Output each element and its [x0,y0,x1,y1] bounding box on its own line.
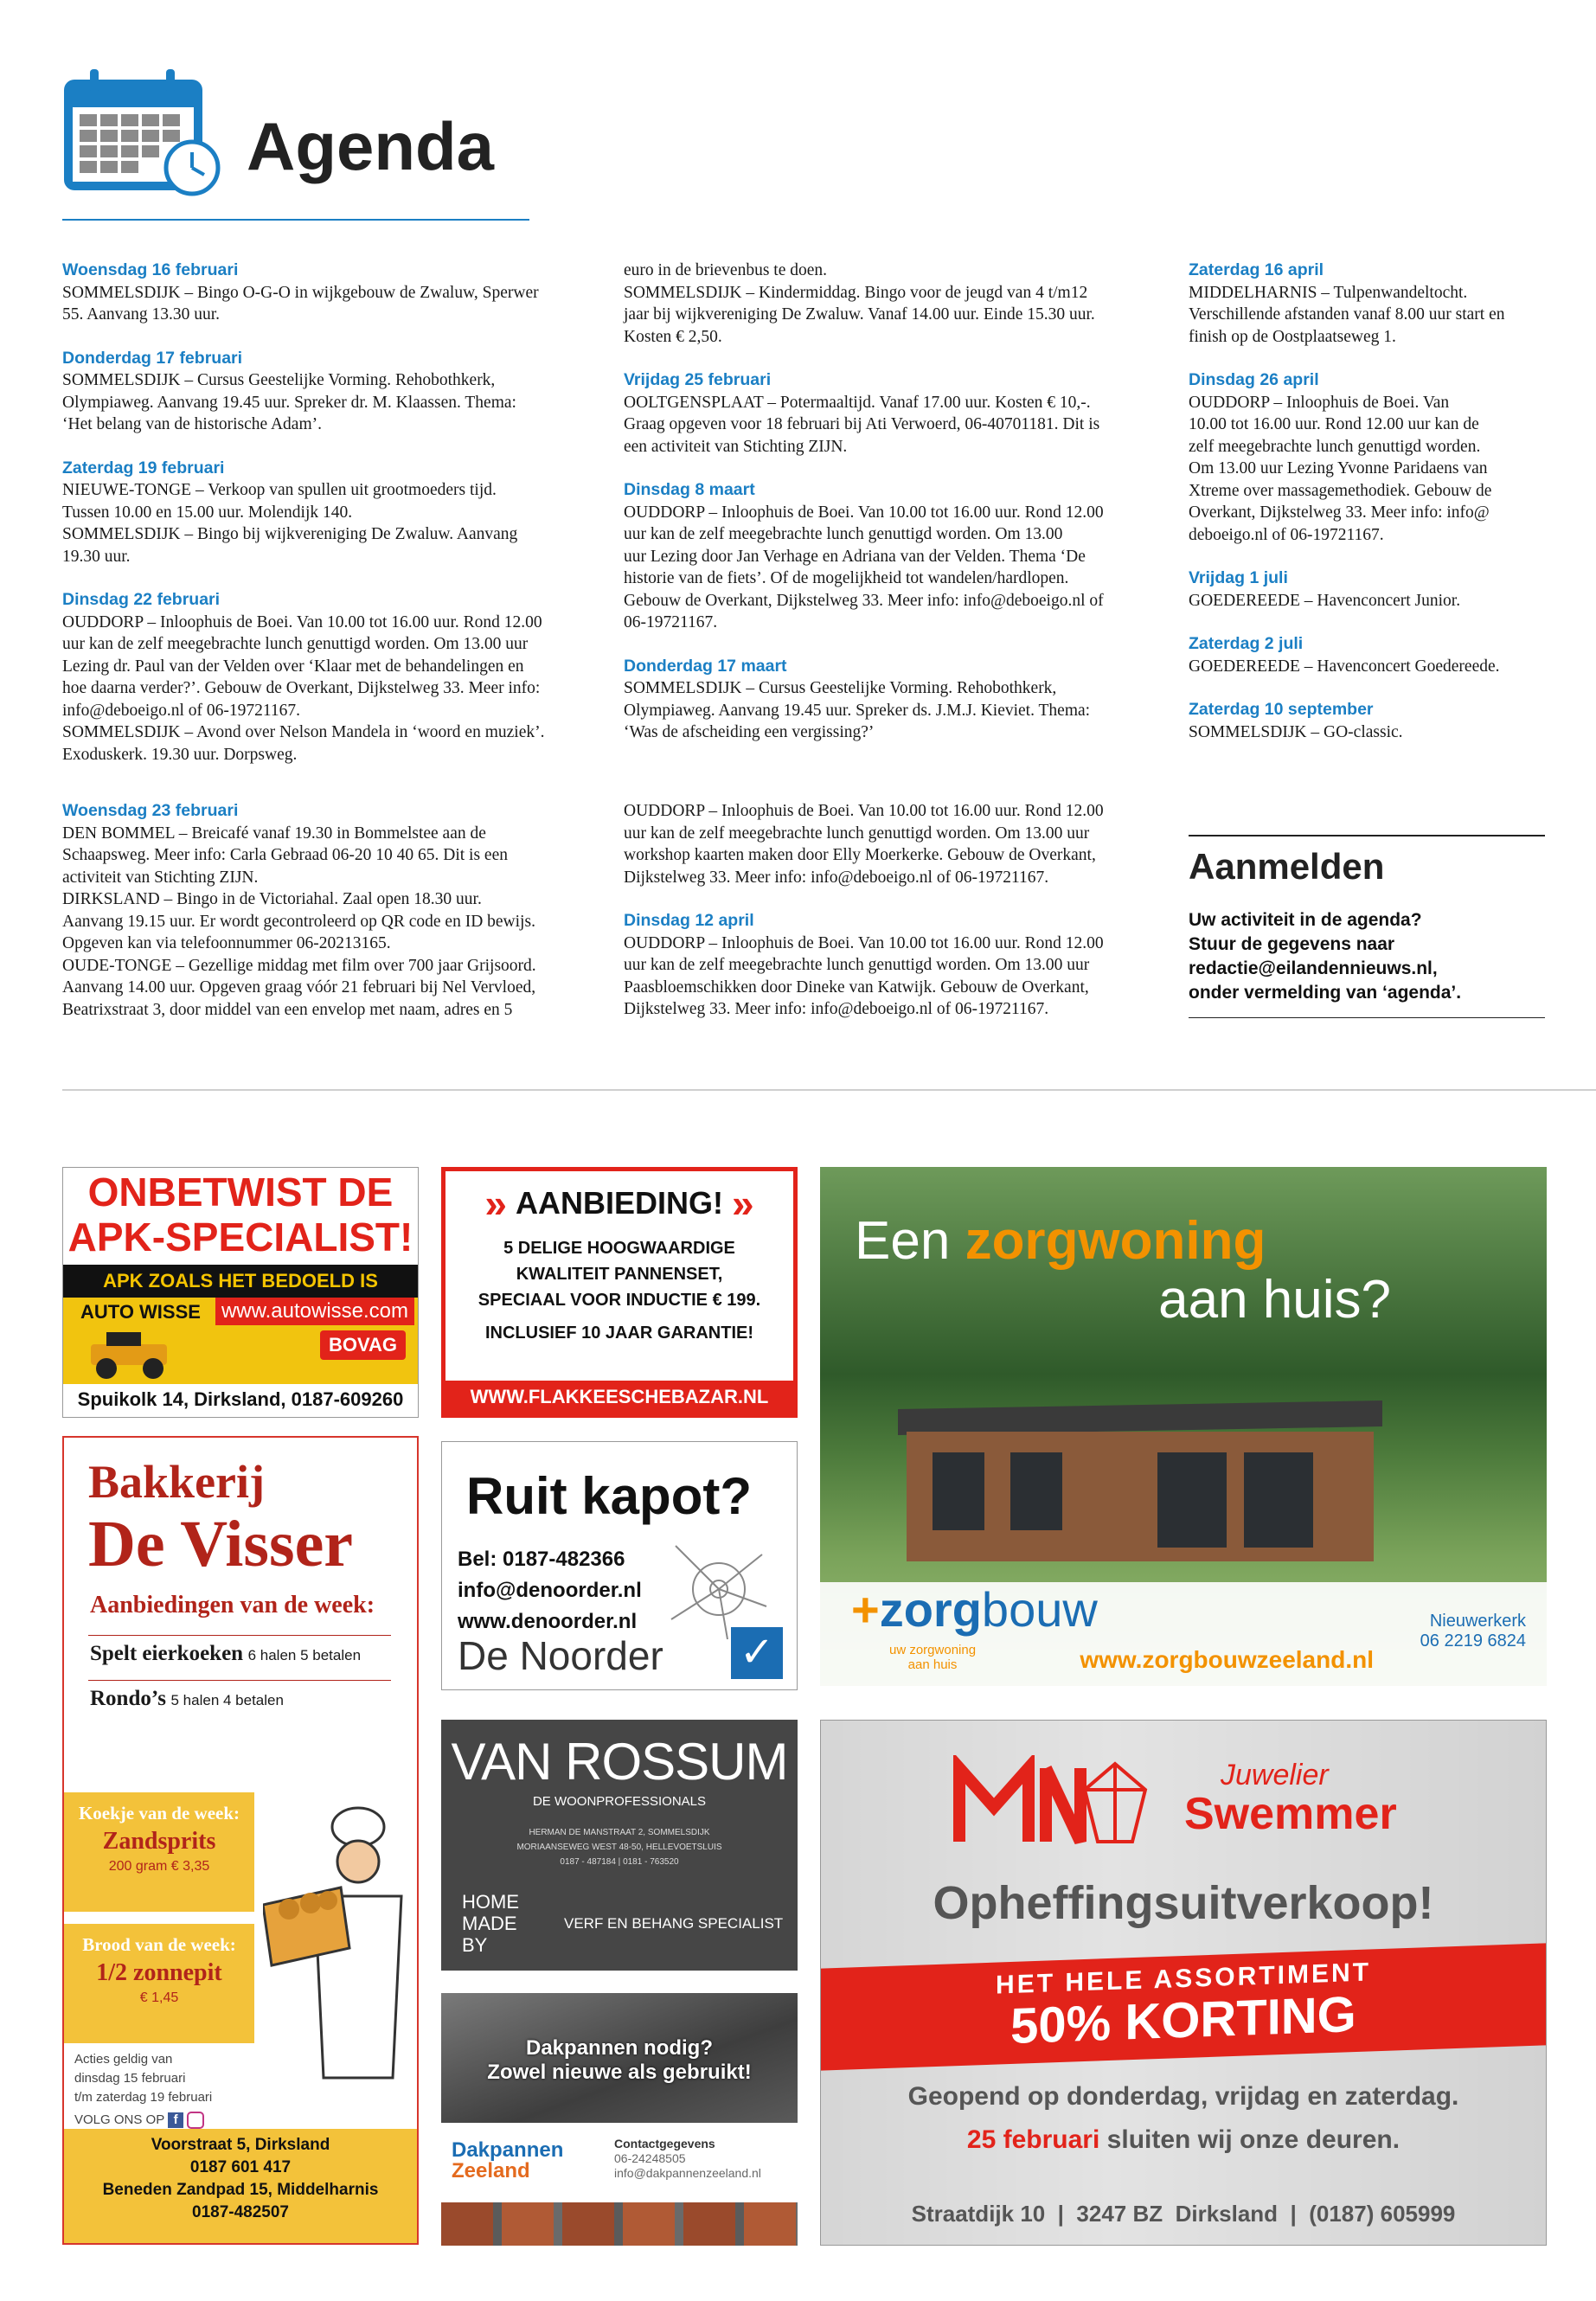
aanmelden-email[interactable]: redactie@eilandennieuws.nl, [1189,958,1438,978]
bazar-offer-line: SPECIAAL VOOR INDUCTIE € 199. [478,1291,761,1310]
agenda-line: Graag opgeven voor 18 februari bij Ati Verwoerd, 06-40701181. Dit is [624,415,1100,433]
bakkerij-name-2: De Visser [88,1508,354,1580]
agenda-entry [1189,633,1552,677]
zorg-head-accent: zorgwoning [965,1211,1266,1271]
bazar-title: AANBIEDING! [516,1185,723,1221]
agenda-line: uur kan de zelf meegebrachte lunch genuttigd worden. Om 13.00 uur [624,824,1090,843]
agenda-line: ‘Was de afscheiding een vergissing?’ [624,723,875,741]
noorder-title: Ruit kapot? [466,1467,752,1525]
follow-label: VOLG ONS OP [74,2112,164,2127]
agenda-line: OUDDORP – Inloophuis de Boei. Van 10.00 tot 16.00 uur. Rond 12.00 [624,802,1104,820]
facebook-icon[interactable]: f [168,2112,183,2128]
bakkerij-subtitle: Aanbiedingen van de week: [90,1592,375,1618]
agenda-line: Overkant, Dijkstelweg 33. Meer info: info@ [1189,503,1490,522]
bakkerij-address: Voorstraat 5, Dirksland [151,2136,330,2154]
bakkerij-phone: 0187-482507 [192,2203,289,2221]
swemmer-closing-date: 25 februari [966,2125,1100,2154]
bakkerij-valid [74,2050,212,2130]
agenda-line: activiteit van Stichting ZIJN. [62,868,259,887]
zorg-tagline [889,1643,976,1672]
brood-box [64,1924,254,2043]
apk-bar: APK ZOALS HET BEDOELD IS [63,1265,418,1298]
rossum-by: BY [462,1934,488,1956]
dakpannen-logo [452,2140,563,2182]
agenda-line: ‘Het belang van de historische Adam’. [62,415,322,433]
swemmer-opening: Geopend op donderdag, vrijdag en zaterdag. [907,2082,1459,2111]
agenda-entry [624,369,1169,458]
brood-title: Brood van de week: [82,1934,236,1955]
swemmer-closing-text: sluiten wij onze deuren. [1106,2125,1401,2154]
agenda-line: NIEUWE-TONGE – Verkoop van spullen uit grootmoeders tijd. [62,481,497,499]
agenda-line: Kosten € 2,50. [624,327,722,346]
agenda-date: Zaterdag 19 februari [62,458,225,478]
jeep-icon [82,1329,177,1385]
agenda-line: SOMMELSDIJK – Cursus Geestelijke Vorming. Rehobothkerk, [62,371,496,389]
dakpannen-contact-title: Contactgegevens [614,2137,715,2150]
swemmer-closing [821,2125,1546,2155]
apk-website[interactable]: www.autowisse.com [215,1298,414,1325]
agenda-line: OUDDORP – Inloophuis de Boei. Van 10.00 tot 16.00 uur. Rond 12.00 [624,933,1104,952]
agenda-line: MIDDELHARNIS – Tulpenwandeltocht. [1189,283,1468,302]
rossum-specialist: VERF EN BEHANG SPECIALIST [564,1915,784,1932]
noorder-brand: De Noorder [458,1633,663,1678]
agenda-line: hoe daarna verder?’. Gebouw de Overkant, Dijkstelweg 33. Meer info: [62,679,541,697]
agenda-line: Beatrixstraat 3, door middel van een envelop met naam, adres en 5 [62,1000,513,1019]
agenda-column-1b [62,800,599,1042]
swemmer-logo-mark [951,1755,1150,1855]
agenda-entry [624,800,1169,888]
agenda-column-1 [62,260,599,787]
agenda-column-3 [1189,260,1552,765]
zorgbouw-logo [851,1581,1098,1638]
agenda-line: SOMMELSDIJK – Kindermiddag. Bingo voor de jeugd van 4 t/m12 [624,283,1088,302]
agenda-line: 06-19721167. [624,613,718,631]
agenda-line: OUDE-TONGE – Gezellige middag met film over 700 jaar Grijsoord. [62,956,536,975]
agenda-line: OUDDORP – Inloophuis de Boei. Van [1189,393,1450,412]
agenda-entry [624,260,1169,348]
agenda-date: Zaterdag 16 april [1189,260,1324,279]
agenda-entry [1189,699,1552,743]
brood-name: 1/2 zonnepit [96,1959,222,1986]
agenda-date: Zaterdag 2 juli [1189,634,1304,653]
logo-zorg: zorg [879,1582,982,1637]
dakpannen-line: Dakpannen nodig? [526,2036,713,2060]
ad-bakkerij-de-visser[interactable] [62,1436,419,2245]
plus-icon: + [851,1582,880,1637]
agenda-line: deboeigo.nl of 06-19721167. [1189,525,1384,544]
zorg-headline-1 [855,1210,1266,1272]
agenda-line: Dijkstelweg 33. Meer info: info@deboeigo.nl of 06-19721167. [624,1000,1049,1018]
dakpannen-brand: Zeeland [452,2159,530,2182]
rossum-address: HERMAN DE MANSTRAAT 2, SOMMELSDIJK [529,1828,710,1837]
checkmark-icon: ✓ [731,1627,783,1679]
aanmelden-top-rule [1189,835,1545,836]
agenda-entry [62,800,599,1021]
agenda-line: Schaapsweg. Meer info: Carla Gebraad 06-20 10 40 65. Dit is een [62,846,508,864]
swemmer-brand-2: Swemmer [1184,1789,1397,1839]
agenda-line: zelf meegebrachte lunch genuttigd worden. [1189,437,1481,456]
agenda-line: Exoduskerk. 19.30 uur. Dorpsweg. [62,745,298,764]
rossum-made: MADE [462,1913,517,1934]
agenda-line: workshop kaarten maken door Elly Moerkerke. Gebouw de Overkant, [624,846,1096,864]
apk-brand-row [63,1298,418,1384]
bazar-offer-line: 5 DELIGE HOOGWAARDIGE [503,1239,735,1258]
bakkerij-item-note: 6 halen 5 betalen [247,1647,362,1663]
agenda-entry [62,348,599,436]
bazar-url[interactable]: WWW.FLAKKEESCHEBAZAR.NL [445,1381,793,1413]
rossum-addresses [441,1825,798,1869]
agenda-line: uur kan de zelf meegebrachte lunch genuttigd worden. Om 13.00 uur [62,635,529,653]
agenda-line: info@deboeigo.nl of 06-19721167. [62,701,301,720]
agenda-column-2 [624,260,1169,766]
section-divider [62,1089,1596,1091]
agenda-line: SOMMELSDIJK – Bingo bij wijkvereniging De Zwaluw. Aanvang [62,525,518,543]
apk-brand: AUTO WISSE [80,1301,201,1323]
agenda-line: Paasbloemschikken door Dineke van Katwijk. Gebouw de Overkant, [624,977,1089,997]
agenda-line: finish op de Oostplaatseweg 1. [1189,327,1396,346]
agenda-line: een activiteit van Stichting ZIJN. [624,437,848,456]
agenda-line: Olympiaweg. Aanvang 19.45 uur. Spreker dr. M. Klaassen. Thema: [62,393,516,412]
bakkerij-footer [64,2129,417,2243]
agenda-line: Olympiaweg. Aanvang 19.45 uur. Spreker ds. J.M.J. Kieviet. Thema: [624,701,1091,720]
dakpannen-line: Zowel nieuwe als gebruikt! [487,2061,752,2084]
agenda-column-2b [624,800,1169,1042]
agenda-date: Vrijdag 1 juli [1189,568,1288,587]
agenda-line: SOMMELSDIJK – Avond over Nelson Mandela in ‘woord en muziek’. [62,723,545,741]
agenda-date: Dinsdag 12 april [624,911,754,930]
agenda-line: OOLTGENSPLAAT – Potermaaltijd. Vanaf 17.00 uur. Kosten € 10,-. [624,393,1091,412]
agenda-line: Lezing dr. Paul van der Velden over ‘Klaar met de behandelingen en [62,657,524,676]
agenda-line: jaar bij wijkvereniging De Zwaluw. Vanaf 14.00 uur. Einde 15.30 uur. [624,305,1095,324]
bakkerij-rule [88,1635,391,1636]
bovag-text: BOVAG [328,1334,397,1356]
noorder-contact [458,1544,642,1638]
agenda-line: 10.00 tot 16.00 uur. Rond 12.00 uur kan de [1189,415,1479,433]
swemmer-band-line-2: 50% KORTING [1010,1986,1356,2054]
bazar-title-row [445,1180,793,1227]
zorg-tag: aan huis [907,1657,958,1672]
koekje-price: 200 gram € 3,35 [108,1859,210,1874]
bakkerij-phone: 0187 601 417 [189,2158,292,2176]
agenda-line: OUDDORP – Inloophuis de Boei. Van 10.00 tot 16.00 uur. Rond 12.00 [624,503,1104,522]
agenda-entry [624,910,1169,1021]
agenda-entry [1189,369,1552,546]
apk-headline-1: ONBETWIST DE [87,1170,394,1215]
title-rule [62,219,529,221]
agenda-line: Gebouw de Overkant, Dijkstelweg 33. Meer info: info@deboeigo.nl of [624,591,1104,610]
roof-tiles-strip [441,2202,798,2246]
bovag-logo [320,1330,406,1360]
ad-autowisse[interactable] [62,1167,419,1418]
dakpannen-email[interactable]: info@dakpannenzeeland.nl [614,2166,761,2180]
bakkerij-item-2 [90,1687,284,1711]
bakkerij-item-1 [90,1642,361,1666]
agenda-line: historie van de fiets’. Of de mogelijkheid tot wandelen/hardlopen. [624,569,1069,587]
rossum-home: HOME [462,1891,519,1913]
zorg-place: Nieuwerkerk [1429,1612,1526,1631]
bakkerij-rule [88,1680,391,1681]
agenda-line: Verschillende afstanden vanaf 8.00 uur start en [1189,305,1505,324]
bakkerij-item-name: Spelt eierkoeken [90,1642,244,1665]
agenda-entry [624,479,1169,634]
agenda-date: Woensdag 16 februari [62,260,239,279]
swemmer-headline: Opheffingsuitverkoop! [933,1877,1434,1929]
swemmer-brand-1: Juwelier [1221,1759,1329,1791]
dakpannen-contact [614,2137,761,2181]
agenda-line: uur kan de zelf meegebrachte lunch genuttigd worden. Om 13.00 uur [624,956,1090,974]
house-illustration [898,1375,1382,1565]
agenda-entry [62,589,599,766]
agenda-line: GOEDEREEDE – Havenconcert Goedereede. [1189,657,1500,676]
aanmelden-title: Aanmelden [1189,846,1385,887]
zorg-head-word: Een [855,1211,951,1271]
ad-zorgbouw[interactable] [820,1167,1547,1686]
agenda-entry [1189,260,1552,348]
bakkerij-item-note: 5 halen 4 betalen [170,1692,284,1708]
agenda-date: Donderdag 17 februari [62,348,243,368]
agenda-line: euro in de brievenbus te doen. [624,261,828,279]
dakpannen-headline [441,2036,798,2085]
koekje-name: Zandsprits [102,1828,216,1855]
aanmelden-line: onder vermelding van ‘agenda’. [1189,983,1462,1003]
ad-dakpannen-zeeland[interactable] [441,1993,798,2246]
apk-headline-2: APK-SPECIALIST! [67,1215,413,1259]
agenda-date: Vrijdag 25 februari [624,370,772,389]
agenda-line: Opgeven kan via telefoonnummer 06-20213165. [62,934,391,952]
agenda-line: DEN BOMMEL – Breicafé vanaf 19.30 in Bommelstee aan de [62,824,486,843]
aanmelden-line: Uw activiteit in de agenda? [1189,910,1422,930]
agenda-line: GOEDEREEDE – Havenconcert Junior. [1189,591,1461,610]
bakkerij-name-1: Bakkerij [88,1456,266,1508]
page-title: Agenda [247,108,495,184]
zorg-phone: 06 2219 6824 [1420,1631,1526,1650]
bakkerij-valid-line: dinsdag 15 februari [74,2071,186,2086]
chevron-right-icon: » [484,1181,507,1226]
agenda-line: SOMMELSDIJK – Cursus Geestelijke Vorming. Rehobothkerk, [624,679,1057,697]
zorg-contact [1420,1612,1526,1651]
bakkerij-address: Beneden Zandpad 15, Middelharnis [102,2181,379,2199]
noorder-website[interactable]: www.denoorder.nl [458,1610,638,1633]
bazar-offer [445,1235,793,1313]
agenda-entry [62,458,599,568]
ad-juwelier-swemmer[interactable] [820,1720,1547,2246]
agenda-line: OUDDORP – Inloophuis de Boei. Van 10.00 tot 16.00 uur. Rond 12.00 [62,612,542,631]
bazar-guarantee: INCLUSIEF 10 JAAR GARANTIE! [484,1324,754,1343]
chevron-right-icon: » [732,1181,754,1226]
agenda-entry [624,656,1169,744]
agenda-line: Dijkstelweg 33. Meer info: info@deboeigo.nl of 06-19721167. [624,868,1049,887]
agenda-entry [62,260,599,326]
agenda-line: Aanvang 19.15 uur. Er wordt gecontroleerd op QR code en ID bewijs. [62,912,535,931]
logo-bouw: bouw [981,1582,1098,1637]
agenda-line: 55. Aanvang 13.30 uur. [62,305,220,324]
bakkerij-item-name: Rondo’s [90,1687,166,1710]
ad-flakkeesche-bazar[interactable] [441,1167,798,1418]
aanmelden-line: Stuur de gegevens naar [1189,934,1395,954]
aanmelden-text [1189,908,1552,1005]
agenda-line: DIRKSLAND – Bingo in de Victoriahal. Zaal open 18.30 uur. [62,890,482,908]
agenda-date: Woensdag 23 februari [62,801,239,820]
bakkerij-social [74,2111,212,2130]
swemmer-band-line-1: HET HELE ASSORTIMENT [996,1958,1371,2000]
agenda-line: uur Lezing door Jan Verhage en Adriana van der Velden. Thema ‘De [624,547,1086,566]
agenda-entry [1189,567,1552,612]
agenda-date: Dinsdag 26 april [1189,370,1319,389]
rossum-homemade [462,1891,519,1956]
agenda-date: Donderdag 17 maart [624,656,787,676]
dakpannen-phone: 06-24248505 [614,2151,686,2165]
bakkerij-valid-line: t/m zaterdag 19 februari [74,2090,213,2105]
bakkerij-valid-line: Acties geldig van [74,2052,173,2067]
swemmer-address: Straatdijk 10 | 3247 BZ Dirksland | (0187) 605999 [911,2201,1456,2227]
rossum-phone: 0187 - 487184 | 0181 - 763520 [560,1857,679,1867]
zorg-tag: uw zorgwoning [889,1643,977,1657]
noorder-phone: Bel: 0187-482366 [458,1548,625,1571]
agenda-line: uur kan de zelf meegebrachte lunch genuttigd worden. Om 13.00 [624,525,1063,543]
agenda-line: Om 13.00 uur Lezing Yvonne Paridaens van [1189,459,1488,478]
agenda-date: Dinsdag 22 februari [62,590,221,609]
rossum-title: VAN ROSSUM [451,1733,788,1791]
agenda-date: Zaterdag 10 september [1189,700,1374,719]
agenda-line: 19.30 uur. [62,547,131,566]
brood-price: € 1,45 [139,1990,179,2005]
rossum-subtitle: DE WOONPROFESSIONALS [532,1794,707,1809]
noorder-email[interactable]: info@denoorder.nl [458,1579,642,1602]
ad-van-rossum[interactable] [441,1720,798,1971]
rossum-address: MORIAANSEWEG WEST 48-50, HELLEVOETSLUIS [516,1843,722,1852]
agenda-line: Tussen 10.00 en 15.00 uur. Molendijk 140. [62,503,353,522]
calendar-icon [62,69,223,199]
baker-illustration [263,1801,410,2099]
koekje-title: Koekje van de week: [78,1803,240,1823]
zorg-website[interactable]: www.zorgbouwzeeland.nl [1080,1646,1374,1673]
instagram-icon[interactable] [187,2112,204,2129]
agenda-line: Aanvang 14.00 uur. Opgeven graag vóór 21 februari bij Nel Vervloed, [62,978,536,997]
koekje-box [64,1792,254,1912]
aanmelden-bottom-rule [1189,1017,1545,1018]
bazar-offer-line: KWALITEIT PANNENSET, [516,1265,723,1284]
agenda-line: SOMMELSDIJK – Bingo O-G-O in wijkgebouw de Zwaluw, Sperwer [62,283,539,302]
zorg-headline-2: aan huis? [1158,1270,1391,1330]
dakpannen-brand: Dakpannen [452,2138,564,2162]
apk-footer: Spuikolk 14, Dirksland, 0187-609260 [77,1388,404,1410]
agenda-date: Dinsdag 8 maart [624,480,755,499]
agenda-line: SOMMELSDIJK – GO-classic. [1189,722,1403,741]
ad-de-noorder[interactable] [441,1441,798,1690]
agenda-line: Xtreme over massagemethodiek. Gebouw de [1189,481,1492,500]
